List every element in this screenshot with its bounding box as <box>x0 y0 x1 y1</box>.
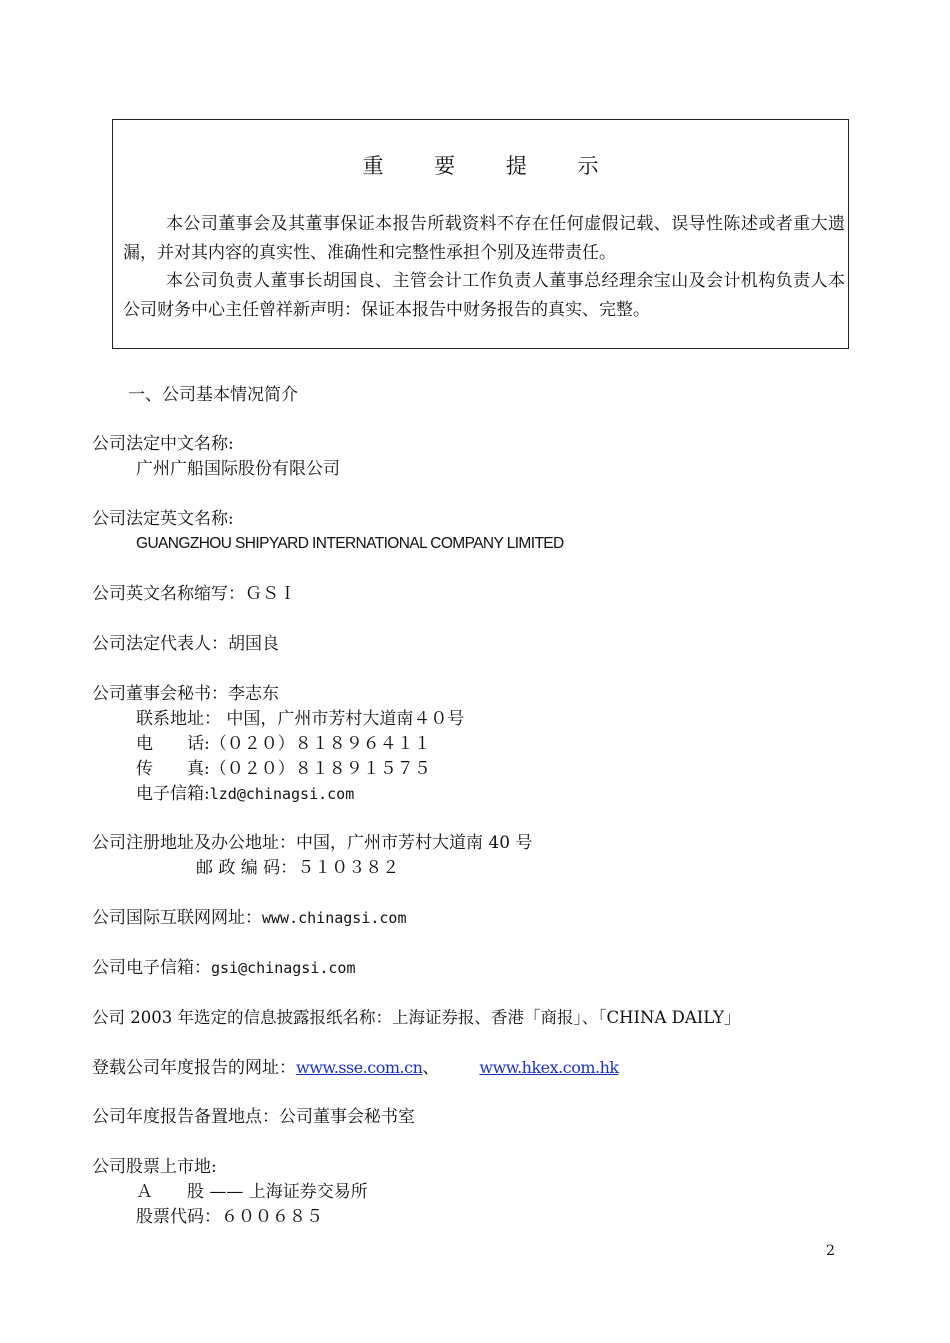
disclosure-newspapers: 公司 2003 年选定的信息披露报纸名称：上海证券报、香港「商报」、「CHINA DAILY」 <box>92 1008 741 1027</box>
website-value: www.chinagsi.com <box>262 909 407 927</box>
page-number: 2 <box>826 1243 835 1259</box>
section-heading: 一、公司基本情况简介 <box>128 385 298 405</box>
notice-paragraph-1: 本公司董事会及其董事保证本报告所载资料不存在任何虚假记载、误导性陈述或者重大遗漏，并对其内容的真实性、准确性和完整性承担个别及连带责任。 <box>123 214 845 263</box>
fax-value: （０２０）８１８９１５７５ <box>209 759 431 779</box>
secretary-email-value: lzd@chinagsi.com <box>209 785 355 803</box>
company-email-label: 公司电子信箱： <box>92 958 211 978</box>
board-secretary: 公司董事会秘书：李志东 <box>92 684 279 704</box>
fax-label: 传 真: <box>136 759 210 779</box>
phone-label: 电 话: <box>136 734 210 754</box>
notice-title: 重 要 提 示 <box>362 154 621 178</box>
listing-label: 公司股票上市地: <box>92 1157 217 1177</box>
secretary-fax-row <box>136 757 431 781</box>
legal-representative: 公司法定代表人：胡国良 <box>92 634 279 654</box>
a-share-listing: Ａ 股 —— 上海证券交易所 <box>136 1182 368 1202</box>
cn-name-value: 广州广船国际股份有限公司 <box>136 459 340 479</box>
notice-paragraph-2: 本公司负责人董事长胡国良、主管会计工作负责人董事总经理余宝山及会计机构负责人本公司财务中心主任曾祥新声明：保证本报告中财务报告的真实、完整。 <box>123 271 845 320</box>
report-url-label: 登载公司年度报告的网址： <box>92 1058 296 1078</box>
stock-code-value: ６００６８５ <box>221 1207 323 1227</box>
company-email-value: gsi@chinagsi.com <box>211 959 356 977</box>
secretary-email-row <box>136 782 354 806</box>
sse-link[interactable]: www.sse.com.cn <box>296 1058 423 1077</box>
hkex-link[interactable]: www.hkex.com.hk <box>479 1058 619 1077</box>
secretary-address: 联系地址： 中国，广州市芳村大道南４０号 <box>136 709 465 729</box>
cn-name-label: 公司法定中文名称: <box>92 434 234 454</box>
secretary-phone-row <box>136 732 431 756</box>
stock-code-row <box>136 1205 323 1229</box>
report-url-separator: 、 <box>422 1058 440 1078</box>
stock-code-label: 股票代码： <box>136 1207 221 1227</box>
phone-value: （０２０）８１８９６４１１ <box>209 734 431 754</box>
company-email-row <box>92 956 356 980</box>
postcode-row <box>196 856 399 880</box>
report-url-row <box>92 1056 619 1080</box>
postcode-label: 邮 政 编 码： <box>196 858 298 878</box>
en-name-value: GUANGZHOU SHIPYARD INTERNATIONAL COMPANY LIMITED <box>136 535 564 552</box>
secretary-email-label: 电子信箱: <box>136 784 210 804</box>
important-notice-box <box>112 119 849 349</box>
english-abbreviation: 公司英文名称缩写：ＧＳＩ <box>92 584 296 604</box>
registered-address: 公司注册地址及办公地址：中国，广州市芳村大道南 40 号 <box>92 833 533 853</box>
postcode-value: ５１０３８２ <box>297 858 400 878</box>
website-label: 公司国际互联网网址： <box>92 908 262 928</box>
report-place: 公司年度报告备置地点：公司董事会秘书室 <box>92 1107 415 1127</box>
website-row <box>92 906 407 930</box>
en-name-label: 公司法定英文名称: <box>92 509 234 529</box>
